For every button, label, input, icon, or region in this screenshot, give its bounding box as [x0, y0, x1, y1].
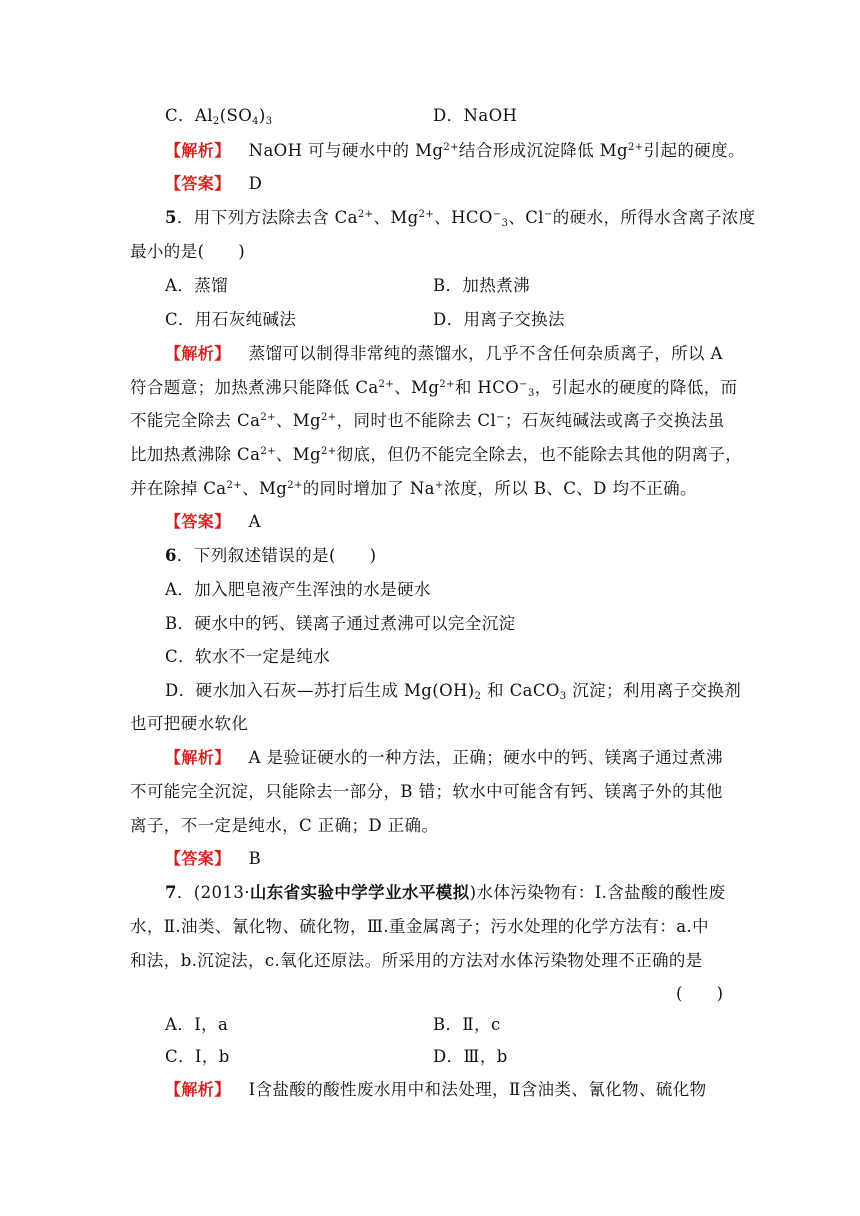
option-c-q6: C．软水不一定是纯水 — [165, 647, 331, 666]
answer-q5: 【答案】 A — [165, 512, 261, 531]
analysis-tag: 【解析】 — [165, 141, 231, 160]
question-7-stem-line2: 水，Ⅱ.油类、氰化物、硫化物，Ⅲ.重金属离子；污水处理的化学方法有：a.中 — [130, 917, 709, 936]
analysis-q6-line2: 不可能完全沉淀，只能除去一部分，B 错；软水中可能含有钙、镁离子外的其他 — [130, 782, 723, 801]
analysis-q5-line3: 不能完全除去 $Ca^{2+}$、$Mg^{2+}$，同时也不能除去 Cl−；石灰纯碱法或离子交换法虽 — [130, 411, 725, 430]
question-5-stem-cont: 最小的是( ) — [130, 242, 246, 261]
question-7-stem-line3: 和法，b.沉淀法，c.氧化还原法。所采用的方法对水体污染物处理不正确的是 — [130, 951, 703, 970]
option-b-q7: B．Ⅱ，c — [433, 1015, 501, 1034]
question-7-stem: 7．(2013·山东省实验中学学业水平模拟)水体污染物有：Ⅰ.含盐酸的酸性废 — [165, 883, 726, 902]
analysis-tag: 【解析】 — [165, 344, 231, 363]
answer-blank-q7: ( ) — [676, 984, 724, 1003]
option-b-q5: B．加热煮沸 — [433, 276, 531, 295]
analysis-q6-line3: 离子，不一定是纯水，C 正确；D 正确。 — [130, 816, 439, 835]
analysis-q5-line2: 符合题意；加热煮沸只能降低 $Ca^{2+}$、$Mg^{2+}$和 $HCO^-_3$，引起水的硬度的降低，而 — [130, 378, 738, 399]
question-5-stem: 5．用下列方法除去含 $Ca^{2+}$、$Mg^{2+}$、$HCO^-_3$、Cl−的硬水，所得水含离子浓度 — [165, 208, 756, 229]
answer-q6: 【答案】 B — [165, 849, 262, 868]
answer-tag: 【答案】 — [165, 174, 231, 193]
option-d-q7: D．Ⅲ，b — [433, 1047, 508, 1066]
analysis-tag: 【解析】 — [165, 748, 231, 767]
analysis-q5: 【解析】 蒸馏可以制得非常纯的蒸馏水，几乎不含任何杂质离子，所以 A — [165, 344, 723, 363]
option-a-q7: A．Ⅰ，a — [165, 1015, 229, 1034]
option-b-q6: B．硬水中的钙、镁离子通过煮沸可以完全沉淀 — [165, 614, 516, 633]
option-d-q6: D．硬水加入石灰—苏打后生成 $Mg(OH)_2$ 和 CaCO$_3$ 沉淀；利用离子交换剂 — [165, 681, 742, 702]
option-c-q7: C．Ⅰ，b — [165, 1047, 230, 1066]
option-a-q5: A．蒸馏 — [165, 276, 229, 295]
analysis-q4: 【解析】 NaOH 可与硬水中的 $Mg^{2+}$结合形成沉淀降低 $Mg^{2+}$引起的硬度。 — [165, 141, 745, 160]
question-6-stem: 6．下列叙述错误的是( ) — [165, 546, 377, 565]
analysis-q7: 【解析】 Ⅰ含盐酸的酸性废水用中和法处理，Ⅱ含油类、氰化物、硫化物 — [165, 1080, 707, 1099]
analysis-q6: 【解析】 A 是验证硬水的一种方法，正确；硬水中的钙、镁离子通过煮沸 — [165, 748, 723, 767]
analysis-tag: 【解析】 — [165, 1080, 231, 1099]
analysis-q5-line4: 比加热煮沸除 $Ca^{2+}$、$Mg^{2+}$彻底，但仍不能完全除去，也不能除去其他的阴离子， — [130, 445, 743, 464]
option-d-q5: D．用离子交换法 — [433, 310, 565, 329]
analysis-q5-line5: 并在除掉 $Ca^{2+}$、$Mg^{2+}$的同时增加了 Na+浓度，所以 B、C、D 均不正确。 — [130, 479, 697, 498]
option-a-q6: A．加入肥皂液产生浑浊的水是硬水 — [165, 580, 431, 599]
answer-q4: 【答案】 D — [165, 174, 263, 193]
answer-tag: 【答案】 — [165, 512, 231, 531]
option-c-q4: C．$Al_2(SO_4)_3$ — [165, 106, 273, 127]
option-c-q5: C．用石灰纯碱法 — [165, 310, 297, 329]
option-d-q4: D．NaOH — [433, 106, 518, 125]
option-d-q6-cont: 也可把硬水软化 — [130, 714, 249, 733]
answer-tag: 【答案】 — [165, 849, 231, 868]
